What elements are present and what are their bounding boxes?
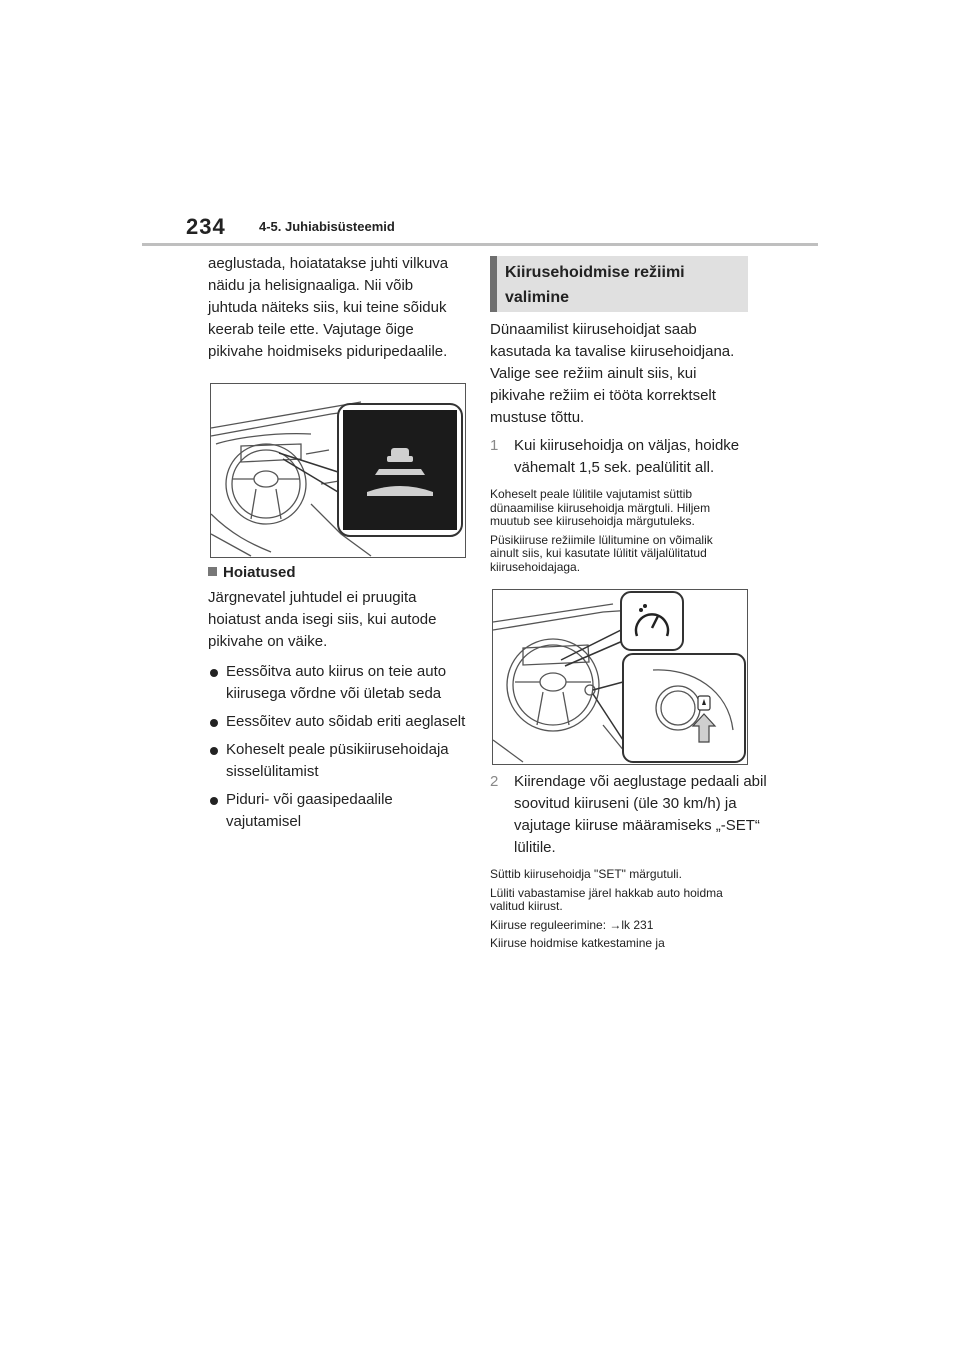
page-number: 234 xyxy=(186,214,226,239)
section-title: 4-5. Juhiabisüsteemid xyxy=(259,219,395,234)
cruise-indicator-callout xyxy=(621,592,683,650)
note-4: Lüliti vabastamise järel hakkab auto hoidma valitud kiirust. xyxy=(490,885,723,913)
step-2: 2 Kiirendage või aeglustage pedaali abil soovitud kiiruseni (üle 30 km/h) ja vajutage kiiruse määramiseks „-SET“ lülitile. xyxy=(490,773,767,856)
note-1: Koheselt peale lülitile vajutamist süttib dünaamilise kiirusehoidja märgtuli. Hiljem muutub see kiirusehoidja märgutuleks. xyxy=(490,487,711,528)
figure-warning-display xyxy=(210,383,466,558)
mode-selection-heading: Kiirusehoidmise režiimi valimine xyxy=(490,256,748,312)
bullet-dot-icon xyxy=(210,747,218,755)
figure-cruise-switch xyxy=(492,589,748,765)
square-bullet-icon xyxy=(208,567,217,576)
bullet-dot-icon xyxy=(210,669,218,677)
note-5: Kiiruse reguleerimine: →lk 231 xyxy=(490,917,654,932)
left-column xyxy=(208,253,468,833)
bullet-dot-icon xyxy=(210,797,218,805)
note-6: Kiiruse hoidmise katkestamine ja xyxy=(490,936,665,950)
warnings-heading: Hoiatused xyxy=(208,564,468,581)
dashboard-illustration xyxy=(211,384,465,557)
right-column xyxy=(490,256,767,951)
intro-paragraph: aeglustada, hoiatatakse juhti vilkuva näidu ja helisignaaliga. Nii võib juhtuda näiteks siis, kui teine sõiduk keerab teile ette. Vajutage õige pikivahe hoidmiseks piduripedaalile. xyxy=(208,255,449,360)
list-item: Piduri- või gaasipedaalile vajutamisel xyxy=(208,789,466,833)
list-item: Eessõitev auto sõidab eriti aeglaselt xyxy=(208,711,466,733)
warnings-intro: Järgnevatel juhtudel ei pruugita hoiatust anda isegi siis, kui autode pikivahe on väike. xyxy=(208,589,437,650)
note-3: Süttib kiirusehoidja "SET" märgutuli. xyxy=(490,867,682,881)
step-1: 1 Kui kiirusehoidja on väljas, hoidke vähemalt 1,5 sek. pealülitit all. xyxy=(490,437,740,476)
list-item: Koheselt peale püsikiirusehoidaja sisselülitamist xyxy=(208,739,476,783)
steering-wheel-illustration xyxy=(493,590,747,764)
header-rule xyxy=(142,243,818,246)
note-2: Püsikiiruse režiimile lülitumine on võimalik ainult siis, kui kasutate lülitit väljalülitatud kiirusehoidajaga. xyxy=(490,532,713,574)
right-intro: Dünaamilist kiirusehoidjat saab kasutada ka tavalise kiirusehoidjana. Valige see režiim ainult siis, kui pikivahe režiim ei tööta korrektselt mustuse tõttu. xyxy=(490,321,735,426)
list-item: Eessõitva auto kiirus on teie auto kiirusega võrdne või ületab seda xyxy=(208,661,466,705)
bullet-dot-icon xyxy=(210,719,218,727)
